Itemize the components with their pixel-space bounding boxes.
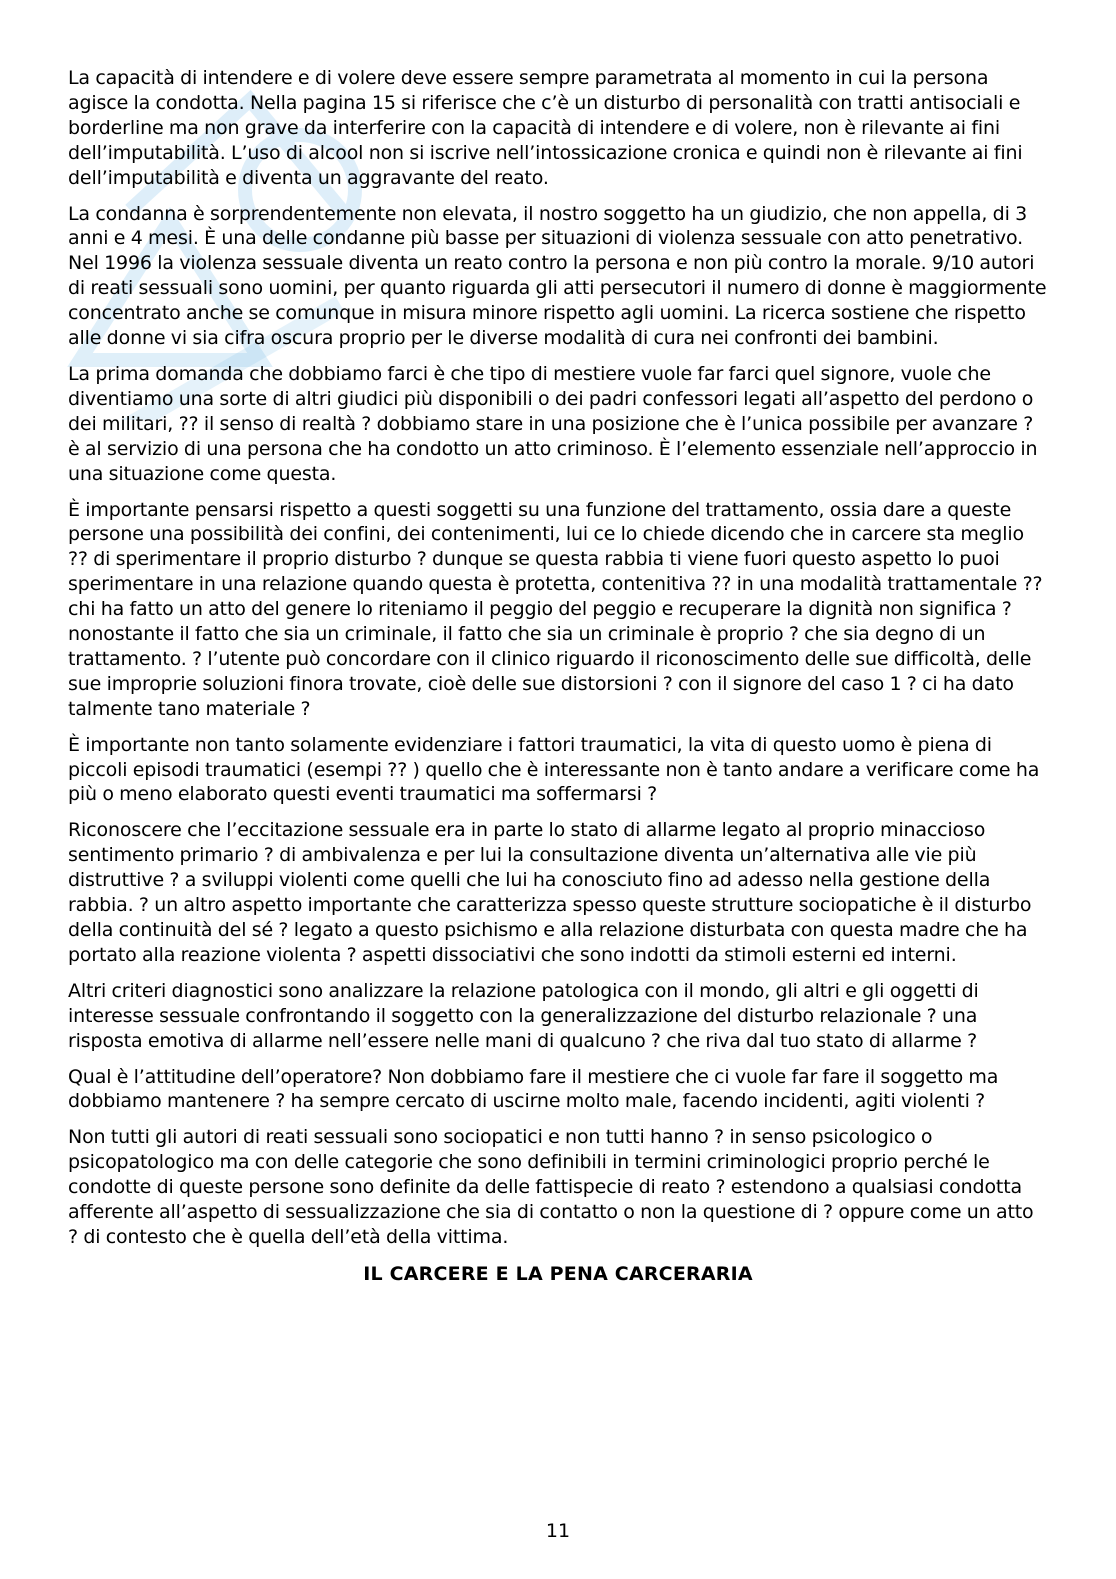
paragraph: È importante non tanto solamente evidenziare i fattori traumatici, la vita di questo uomo è piena di piccoli episodi traumatici (esempi ?? ) quello che è interessante non è tanto andare a verificare come ha più o meno elaborato questi eventi traumatici ma soffermarsi ? [68, 733, 1040, 806]
document-body [68, 66, 1048, 1287]
paragraph: La capacità di intendere e di volere deve essere sempre parametrata al momento in cui la persona agisce la condotta. Nella pagina 15 si riferisce che c’è un disturbo di personalità con tratti antisociali e borderline ma non grave da interferire con la capacità di intendere e di volere, non è rilevante ai fini dell’imputabilità. L’uso di alcool non si iscrive nell’intossicazione cronica e quindi non è rilevante ai fini dell’imputabilità e diventa un aggravante del reato. [68, 67, 1023, 189]
paragraph: La prima domanda che dobbiamo farci è che tipo di mestiere vuole far farci quel signore, vuole che diventiamo una sorte di altri giudici più disponibili o dei padri confessori legati all’aspetto del perdono o dei militari, ?? il senso di realtà ? dobbiamo stare in una posizione che è l’unica possibile per avanzare ? è al servizio di una persona che ha condotto un atto criminoso. È l’elemento essenziale nell’approccio in una situazione come questa. [68, 362, 1038, 485]
section-heading: IL CARCERE E LA PENA CARCERARIA [363, 1262, 753, 1285]
paragraph: È importante pensarsi rispetto a questi soggetti su una funzione del trattamento, ossia dare a queste persone una possibilità dei confini, dei contenimenti, lui ce lo chiede dicendo che in carcere sta meglio ?? di sperimentare il proprio disturbo ? dunque se questa rabbia ti viene fuori questo aspetto lo puoi sperimentare in una relazione quando questa è protetta, contenitiva ?? in una modalità trattamentale ?? chi ha fatto un atto del genere lo riteniamo il peggio del peggio e recuperare la dignità non significa ? nonostante il fatto che sia un criminale, il fatto che sia un criminale è proprio ? che sia degno di un trattamento. ? l’utente può concordare con il clinico riguardo il riconoscimento delle sue difficoltà, delle sue improprie soluzioni finora trovate, cioè delle sue distorsioni ? con il signore del caso 1 ? ci ha dato talmente tano materiale ? [68, 498, 1043, 720]
paragraph: Qual è l’attitudine dell’operatore? Non dobbiamo fare il mestiere che ci vuole far fare il soggetto ma dobbiamo mantenere ? ha sempre cercato di uscirne molto male, facendo incidenti, agiti violenti ? [68, 1065, 999, 1113]
paragraph: Riconoscere che l’eccitazione sessuale era in parte lo stato di allarme legato al proprio minaccioso sentimento primario ? di ambivalenza e per lui la consultazione diventa un’alternativa alle vie più distruttive ? a sviluppi violenti come quelli che lui ha conosciuto fino ad adesso nella gestione della rabbia. ? un altro aspetto importante che caratterizza spesso queste strutture sociopatiche è il disturbo della continuità del sé ? legato a questo psichismo e alla relazione disturbata con questa madre che ha portato alla reazione violenta ? aspetti dissociativi che sono indotti da stimoli esterni ed interni. [68, 819, 1032, 966]
paragraph: La condanna è sorprendentemente non elevata, il nostro soggetto ha un giudizio, che non appella, di 3 anni e 4 mesi. È una delle condanne più basse per situazioni di violenza sessuale con atto penetrativo. Nel 1996 la violenza sessuale diventa un reato contro la persona e non più contro la morale. 9/10 autori di reati sessuali sono uomini, per quanto riguarda gli atti persecutori il numero di donne è maggiormente concentrato anche se comunque in misura minore rispetto agli uomini. La ricerca sostiene che rispetto alle donne vi sia cifra oscura proprio per le diverse modalità di cura nei confronti dei bambini. [68, 202, 1047, 350]
page-number: 11 [545, 1520, 571, 1542]
paragraph: Altri criteri diagnostici sono analizzare la relazione patologica con il mondo, gli altri e gli oggetti di interesse sessuale confrontando il soggetto con la generalizzazione del disturbo relazionale ? una risposta emotiva di allarme nell’essere nelle mani di qualcuno ? che riva dal tuo stato di allarme ? [68, 979, 979, 1052]
paragraph: Non tutti gli autori di reati sessuali sono sociopatici e non tutti hanno ? in senso psicologico o psicopatologico ma con delle categorie che sono definibili in termini criminologici proprio perché le condotte di queste persone sono definite da delle fattispecie di reato ? estendono a qualsiasi condotta afferente all’aspetto di sessualizzazione che sia di contatto o non la questione di ? oppure come un atto ? di contesto che è quella dell’età della vittima. [68, 1126, 1034, 1248]
